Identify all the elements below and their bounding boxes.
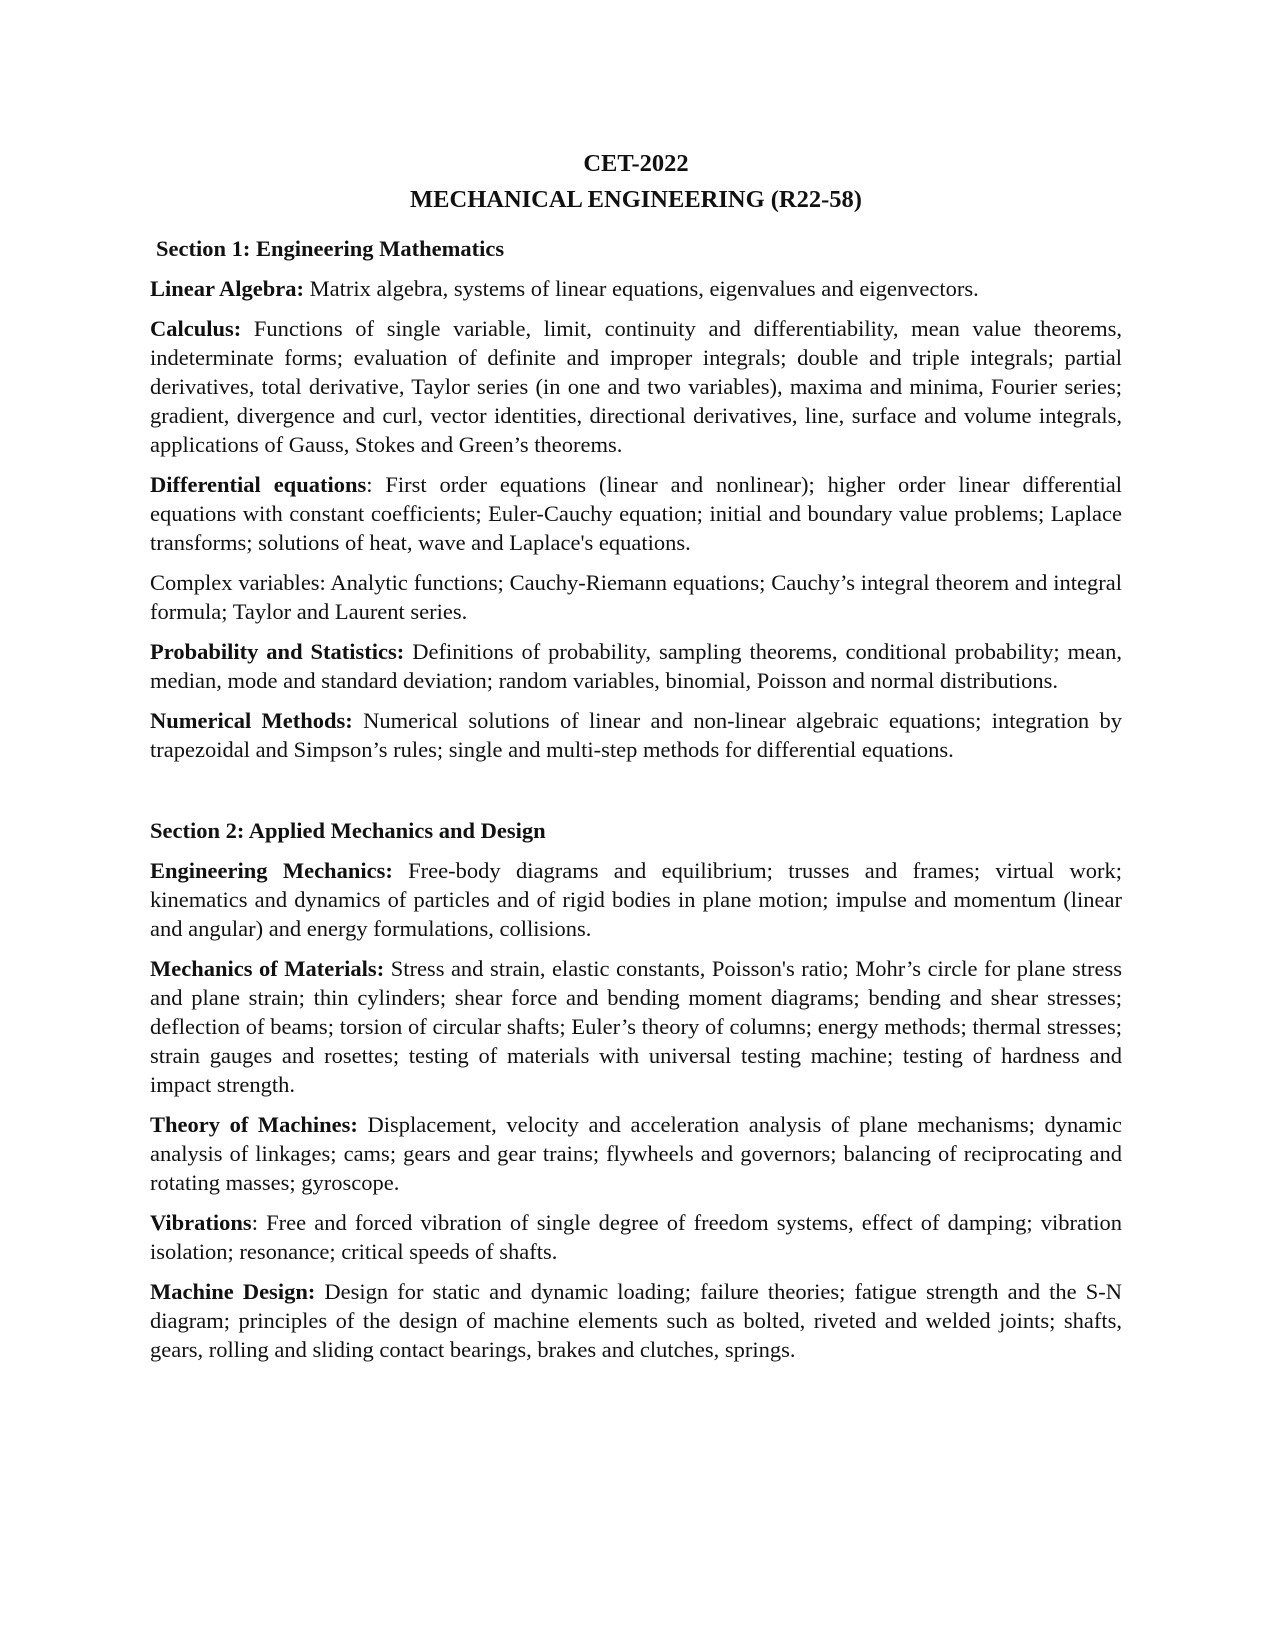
topic-body: Matrix algebra, systems of linear equations, eigenvalues and eigenvectors. <box>303 276 979 301</box>
topic-machine-design <box>150 1277 1122 1364</box>
topic-calculus <box>150 314 1122 459</box>
topic-body: Stress and strain, elastic constants, Poisson's ratio; Mohr’s circle for plane stress and plane strain; thin cylinders; shear force and bending moment diagrams; bending and shear stresses; deflection of beams; torsion of circular shafts; Euler’s theory of columns; energy methods; thermal stresses; strain gauges and rosettes; testing of materials with universal testing machine; testing of hardness and impact strength. <box>150 956 1122 1097</box>
topic-title: Calculus: <box>150 316 242 341</box>
topic-differential-equations <box>150 470 1122 557</box>
topic-title: Vibrations <box>150 1210 252 1235</box>
topic-title: Theory of Machines: <box>150 1112 358 1137</box>
topic-title: Linear Algebra: <box>150 276 304 301</box>
topic-body: Functions of single variable, limit, continuity and differentiability, mean value theorems, indeterminate forms; evaluation of definite and improper integrals; double and triple integrals; partial derivatives, total derivative, Taylor series (in one and two variables), maxima and minima, Fourier series; gradient, divergence and curl, vector identities, directional derivatives, line, surface and volume integrals, applications of Gauss, Stokes and Green’s theorems. <box>150 316 1122 457</box>
topic-title: Numerical Methods: <box>150 708 353 733</box>
topic-theory-of-machines <box>150 1110 1122 1197</box>
topic-title: Engineering Mechanics: <box>150 858 393 883</box>
topic-body: Displacement, velocity and acceleration analysis of plane mechanisms; dynamic analysis of linkages; cams; gears and gear trains; flywheels and governors; balancing of reciprocating and rotating masses; gyroscope. <box>150 1112 1122 1195</box>
topic-title: Machine Design: <box>150 1279 316 1304</box>
document-title-subject: MECHANICAL ENGINEERING (R22-58) <box>410 186 862 213</box>
topic-title: Differential equations <box>150 472 367 497</box>
topic-body: Complex variables: Analytic functions; Cauchy-Riemann equations; Cauchy’s integral theorem and integral formula; Taylor and Laurent series. <box>150 570 1122 624</box>
document-page <box>150 146 1122 1364</box>
topic-body: : First order equations (linear and nonlinear); higher order linear differential equations with constant coefficients; Euler-Cauchy equation; initial and boundary value problems; Laplace transforms; solutions of heat, wave and Laplace's equations. <box>150 472 1122 555</box>
topic-title: Mechanics of Materials: <box>150 956 385 981</box>
section-heading-engineering-mathematics: Section 1: Engineering Mathematics <box>156 236 505 261</box>
topic-mechanics-of-materials <box>150 954 1122 1099</box>
topic-vibrations <box>150 1208 1122 1266</box>
document-title-code: CET-2022 <box>583 150 689 177</box>
topic-title: Probability and Statistics: <box>150 639 405 664</box>
topic-probability-statistics <box>150 637 1122 695</box>
topic-engineering-mechanics <box>150 856 1122 943</box>
topic-body: Definitions of probability, sampling theorems, conditional probability; mean, median, mode and standard deviation; random variables, binomial, Poisson and normal distributions. <box>150 639 1122 693</box>
topic-body: Free-body diagrams and equilibrium; trusses and frames; virtual work; kinematics and dynamics of particles and of rigid bodies in plane motion; impulse and momentum (linear and angular) and energy formulations, collisions. <box>150 858 1122 941</box>
topic-body: Design for static and dynamic loading; failure theories; fatigue strength and the S-N diagram; principles of the design of machine elements such as bolted, riveted and welded joints; shafts, gears, rolling and sliding contact bearings, brakes and clutches, springs. <box>150 1279 1122 1362</box>
topic-body: : Free and forced vibration of single degree of freedom systems, effect of damping; vibration isolation; resonance; critical speeds of shafts. <box>150 1210 1122 1264</box>
topic-complex-variables <box>150 568 1122 626</box>
topic-linear-algebra <box>150 274 1122 303</box>
topic-numerical-methods <box>150 706 1122 764</box>
section-heading-applied-mechanics-design: Section 2: Applied Mechanics and Design <box>150 818 546 843</box>
topic-body: Numerical solutions of linear and non-linear algebraic equations; integration by trapezoidal and Simpson’s rules; single and multi-step methods for differential equations. <box>150 708 1122 762</box>
